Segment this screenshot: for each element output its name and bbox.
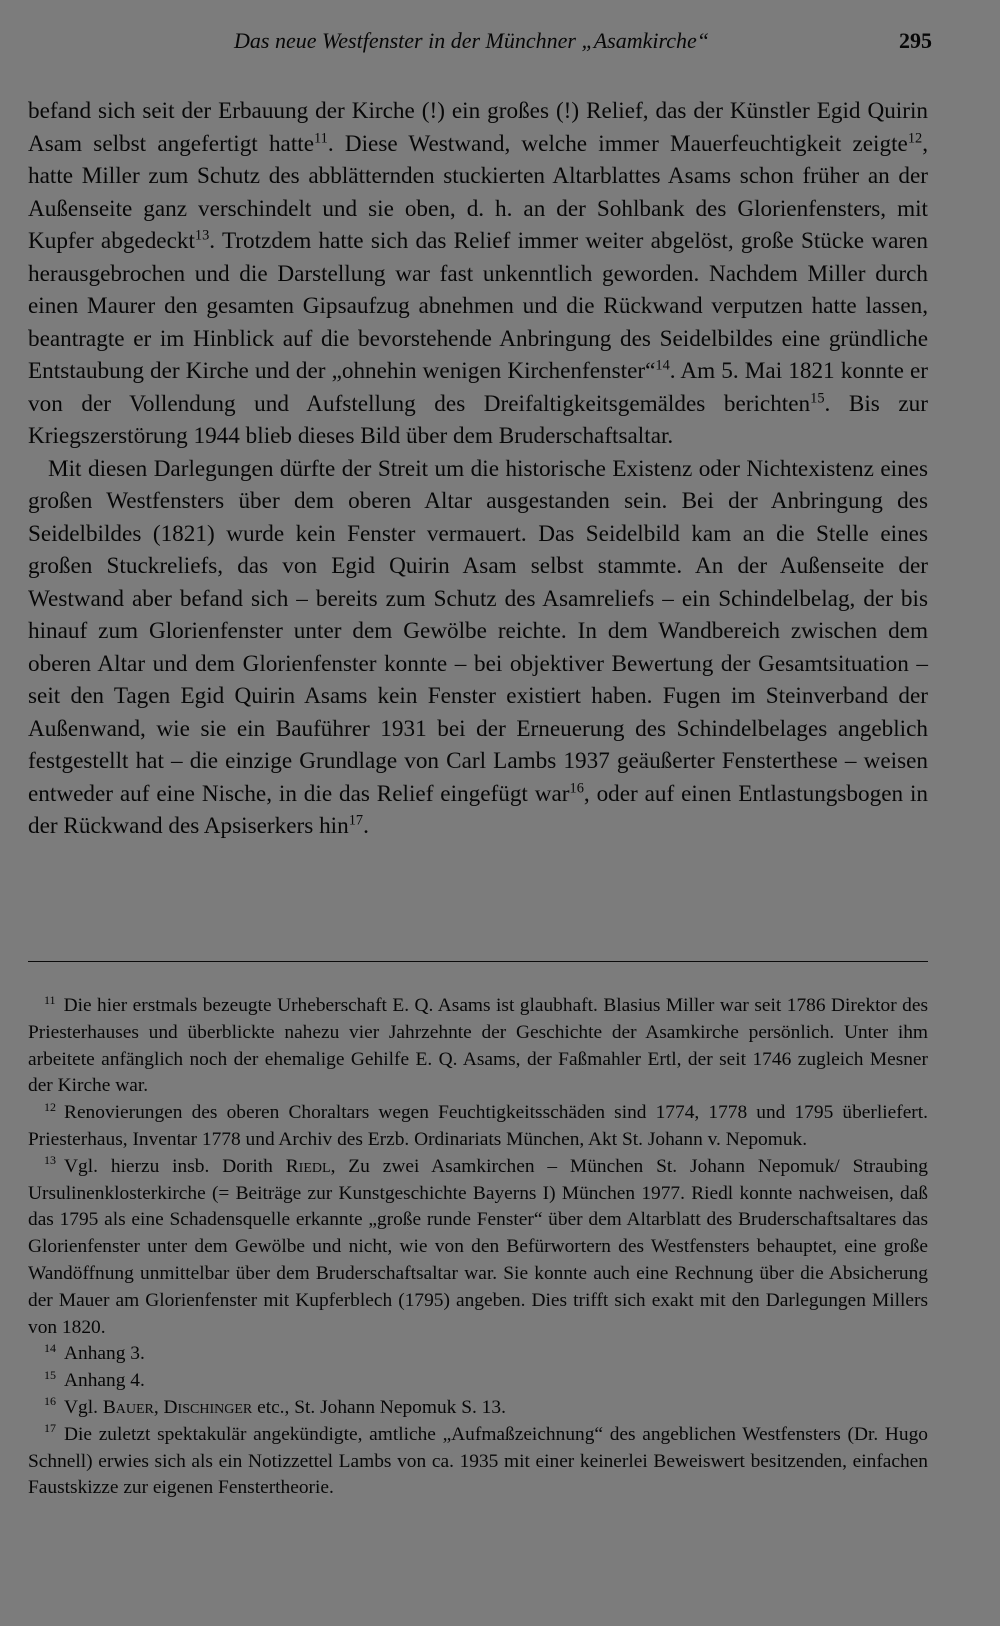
footnote-reference: 13 <box>194 227 210 244</box>
text-run: , Zu zwei Asamkirchen – München St. Johann Nepomuk/ Straubing Ursulinenklosterkirche (= Beiträge zur Kunstgeschichte Bayerns I) München 1977. Riedl konnte nachweisen, daß das 1795 als eine Schadensquelle erkannte „große runde Fenster“ über dem Altarblatt des Bruderschaftsaltares das Glorienfenster unter dem Gewölbe und nicht, wie von den Befürwortern des Westfensters behauptet, eine große Wandöffnung unmittelbar über dem Bruderschaftsaltar war. Sie konnte auch eine Rechnung über die Absicherung der Mauer am Glorienfenster mit Kupferblech (1795) angeben. Dies trifft sich exakt mit den Darlegungen Millers von 1820. <box>28 1155 928 1338</box>
footnote-number: 12 <box>44 1099 57 1114</box>
footnote <box>28 1341 928 1368</box>
footnote <box>28 1395 928 1422</box>
text-run: Vgl. <box>64 1396 103 1418</box>
text-run: Anhang 4. <box>64 1370 145 1392</box>
footnote-separator <box>28 961 928 962</box>
paragraph <box>28 453 928 843</box>
footnote-reference: 17 <box>348 812 364 829</box>
footnote-reference: 15 <box>810 389 825 406</box>
text-run: Vgl. hierzu insb. Dorith <box>64 1155 286 1177</box>
running-head <box>28 22 932 62</box>
footnotes <box>28 993 928 1502</box>
footnote-reference: 14 <box>655 357 670 374</box>
footnote <box>28 1422 928 1502</box>
footnote-number: 14 <box>44 1340 57 1355</box>
paragraph <box>28 95 928 453</box>
body-text <box>28 95 928 843</box>
footnote-reference: 11 <box>314 129 328 146</box>
footnote-number: 11 <box>44 992 56 1007</box>
text-run: Renovierungen des oberen Choraltars wegen Feuchtigkeitsschäden sind 1774, 1778 und 1795 überliefert. Priesterhaus, Inventar 1778 und Archiv des Erzb. Ordinariats München, Akt St. Johann v. Nepomuk. <box>28 1102 928 1150</box>
text-run: . Diese Westwand, welche immer Mauerfeuchtigkeit zeigte <box>327 130 908 157</box>
footnote-reference: 16 <box>569 779 584 796</box>
text-run: Mit diesen Darlegungen dürfte der Streit um die historische Existenz oder Nichtexistenz eines großen Westfensters über dem oberen Altar ausgestanden sein. Bei der Anbringung des Seidelbildes (1821) wurde kein Fenster vermauert. Das Seidelbild kam an die Stelle eines großen Stuckreliefs, das von Egid Quirin Asam selbst stammte. An der Außenseite der Westwand aber befand sich – bereits zum Schutz des Asamreliefs – ein Schindelbelag, der bis hinauf zum Glorienfenster unter dem Gewölbe reichte. In dem Wandbereich zwischen dem oberen Altar und dem Glorienfenster konnte – bei objektiver Bewertung der Gesamtsituation – seit den Tagen Egid Quirin Asams kein Fenster existiert haben. Fugen im Steinverband der Außenwand, wie sie ein Bauführer 1931 bei der Erneuerung des Schindelbelages angeblich festgestellt hat – die einzige Grundlage von Carl Lambs 1937 geäußerter Fensterthese – weisen entweder auf eine Nische, in die das Relief eingefügt war <box>28 455 928 807</box>
text-run: Anhang 3. <box>64 1343 145 1365</box>
text-run: . Bis zur Kriegszerstörung 1944 blieb dieses Bild über dem Bruderschaftsaltar. <box>28 390 928 449</box>
footnote <box>28 1368 928 1395</box>
footnote-number: 17 <box>44 1421 57 1436</box>
text-run: , hatte Miller zum Schutz des abblätternden stuckierten Altarblattes Asams schon früher an der Außenseite ganz verschindelt und sie oben, d. h. an der Sohlbank des Glorienfensters, mit Kupfer abgedeckt <box>28 130 929 254</box>
footnote-number: 15 <box>44 1367 57 1382</box>
text-run: etc., St. Johann Nepomuk S. 13. <box>252 1396 506 1418</box>
text-run: Die hier erstmals bezeugte Urheberschaft E. Q. Asams ist glaubhaft. Blasius Miller war seit 1786 Direktor des Priesterhauses und überblickte nahezu vier Jahrzehnte der Geschichte der Asamkirche persönlich. Unter ihm arbeitete anfänglich noch der ehemalige Gehilfe E. Q. Asams, der Faßmahler Ertl, der seit 1746 zugleich Mesner der Kirche war. <box>28 995 928 1097</box>
text-run: . Am 5. Mai 1821 konnte er von der Vollendung und Aufstellung des Dreifaltigkeitsgemäldes berichten <box>28 358 928 417</box>
text-run: befand sich seit der Erbauung der Kirche (!) ein großes (!) Relief, das der Künstler Egid Quirin Asam selbst angefertigt hatte <box>28 98 928 157</box>
author-name-small-caps: Riedl <box>285 1155 331 1177</box>
footnote-number: 13 <box>44 1153 57 1168</box>
text-run: . Trotzdem hatte sich das Relief immer weiter abgelöst, große Stücke waren herausgebrochen und die Darstellung war fast unkenntlich geworden. Nachdem Miller durch einen Maurer den gesamten Gipsaufzug abnehmen und die Rückwand verputzen hatte lassen, beantragte er im Hinblick auf die bevorstehende Anbringung des Seidelbildes eine gründliche Entstaubung der Kirche und der „ohnehin wenigen Kirchenfenster“ <box>28 228 928 384</box>
footnote-reference: 12 <box>907 129 923 146</box>
footnote <box>28 993 928 1100</box>
author-name-small-caps: Bauer, Dischinger <box>102 1396 253 1418</box>
footnote <box>28 1154 928 1342</box>
text-run: , oder auf einen Entlastungsbogen in der Rückwand des Apsiserkers hin <box>28 780 928 839</box>
text-run: . <box>363 813 369 839</box>
footnote <box>28 1100 928 1154</box>
text-run: Die zuletzt spektakulär angekündigte, amtliche „Aufmaßzeichnung“ des angeblichen Westfensters (Dr. Hugo Schnell) erwies sich als ein Notizzettel Lambs von ca. 1935 mit einer keinerlei Beweiswert besitzenden, einfachen Faustskizze zur eigenen Fenstertheorie. <box>28 1423 928 1499</box>
running-title: Das neue Westfenster in der Münchner „Asamkirche“ <box>234 28 709 53</box>
page-number: 295 <box>899 28 932 53</box>
footnote-number: 16 <box>44 1394 57 1409</box>
